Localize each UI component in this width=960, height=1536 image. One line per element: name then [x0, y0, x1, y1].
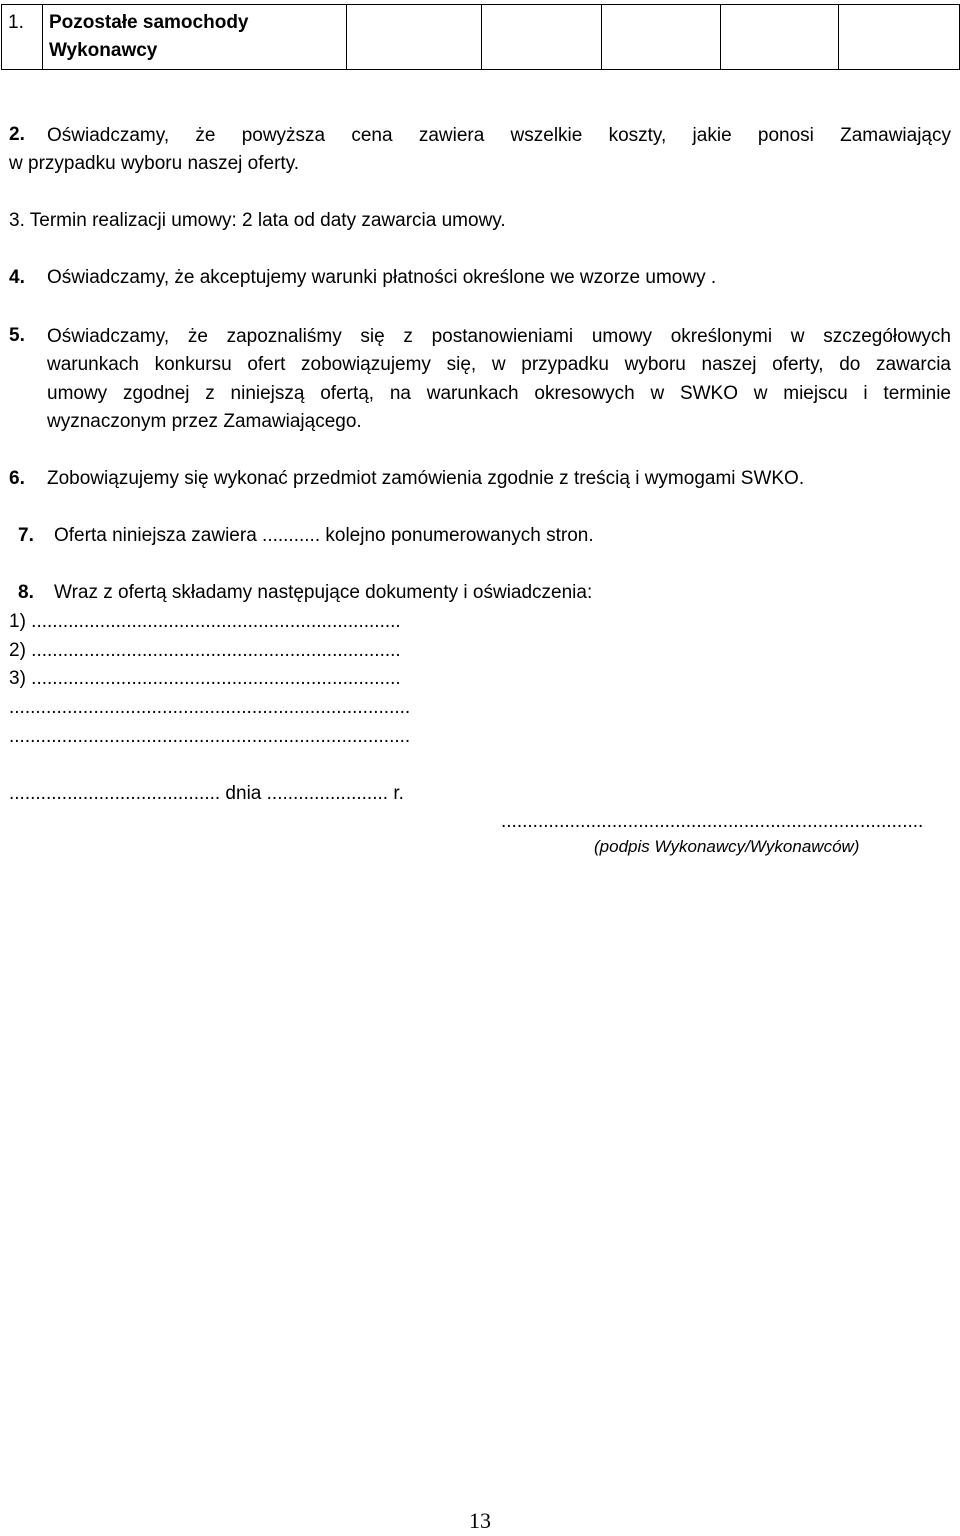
empty-cell: [482, 5, 602, 70]
document-line-3: 3) ......................................................................: [9, 668, 401, 689]
item-6-number: 6.: [9, 468, 25, 489]
document-line-5: ............................................................................: [9, 726, 411, 747]
document-line-4: ............................................................................: [9, 697, 411, 718]
item-4-text: Oświadczamy, że akceptujemy warunki płatności określone we wzorze umowy .: [47, 267, 717, 288]
item-8-text: Wraz z ofertą składamy następujące dokumenty i oświadczenia:: [54, 582, 593, 603]
vehicle-table: [1, 4, 960, 70]
item-6-text: Zobowiązujemy się wykonać przedmiot zamówienia zgodnie z treścią i wymogami SWKO.: [47, 468, 805, 489]
document-line-2: 2) ......................................................................: [9, 640, 401, 661]
item-5-line4: wyznaczonym przez Zamawiającego.: [47, 411, 362, 432]
row-label-line2: Wykonawcy: [48, 40, 158, 61]
empty-cell: [346, 5, 481, 70]
item-8-number: 8.: [18, 582, 34, 603]
empty-cell: [721, 5, 839, 70]
item-2-number: 2.: [9, 124, 25, 145]
empty-cell: [839, 5, 960, 70]
item-4-number: 4.: [9, 267, 25, 288]
item-2-line2: w przypadku wyboru naszej oferty.: [9, 153, 300, 174]
row-label-line1: Pozostałe samochody: [48, 12, 249, 33]
row-label-cell: [42, 5, 346, 70]
signature-dots: ................................................................................: [501, 811, 924, 832]
item-2-line1: Oświadczamy, że powyższa cena zawiera wszelkie koszty, jakie ponosi Zamawiający: [47, 125, 951, 146]
date-line: ........................................ dnia ....................... r.: [9, 783, 404, 804]
item-5-number: 5.: [9, 325, 25, 346]
empty-cell: [602, 5, 721, 70]
item-3-text: 3. Termin realizacji umowy: 2 lata od daty zawarcia umowy.: [9, 210, 506, 231]
row-number-cell: 1.: [2, 5, 43, 70]
signature-caption: (podpis Wykonawcy/Wykonawców): [594, 837, 860, 856]
item-5-line2: warunkach konkursu ofert zobowiązujemy się, w przypadku wyboru naszej oferty, do zawarcia: [47, 354, 951, 375]
table-row: [2, 5, 960, 70]
item-7-number: 7.: [18, 525, 34, 546]
item-7-text: Oferta niniejsza zawiera ........... kolejno ponumerowanych stron.: [54, 525, 594, 546]
page-number: 13: [469, 1508, 491, 1533]
item-5-line3: umowy zgodnej z niniejszą ofertą, na warunkach okresowych w SWKO w miejscu i terminie: [47, 383, 951, 404]
item-5-line1: Oświadczamy, że zapoznaliśmy się z postanowieniami umowy określonymi w szczegółowych: [47, 326, 951, 347]
document-line-1: 1) ......................................................................: [9, 611, 401, 632]
